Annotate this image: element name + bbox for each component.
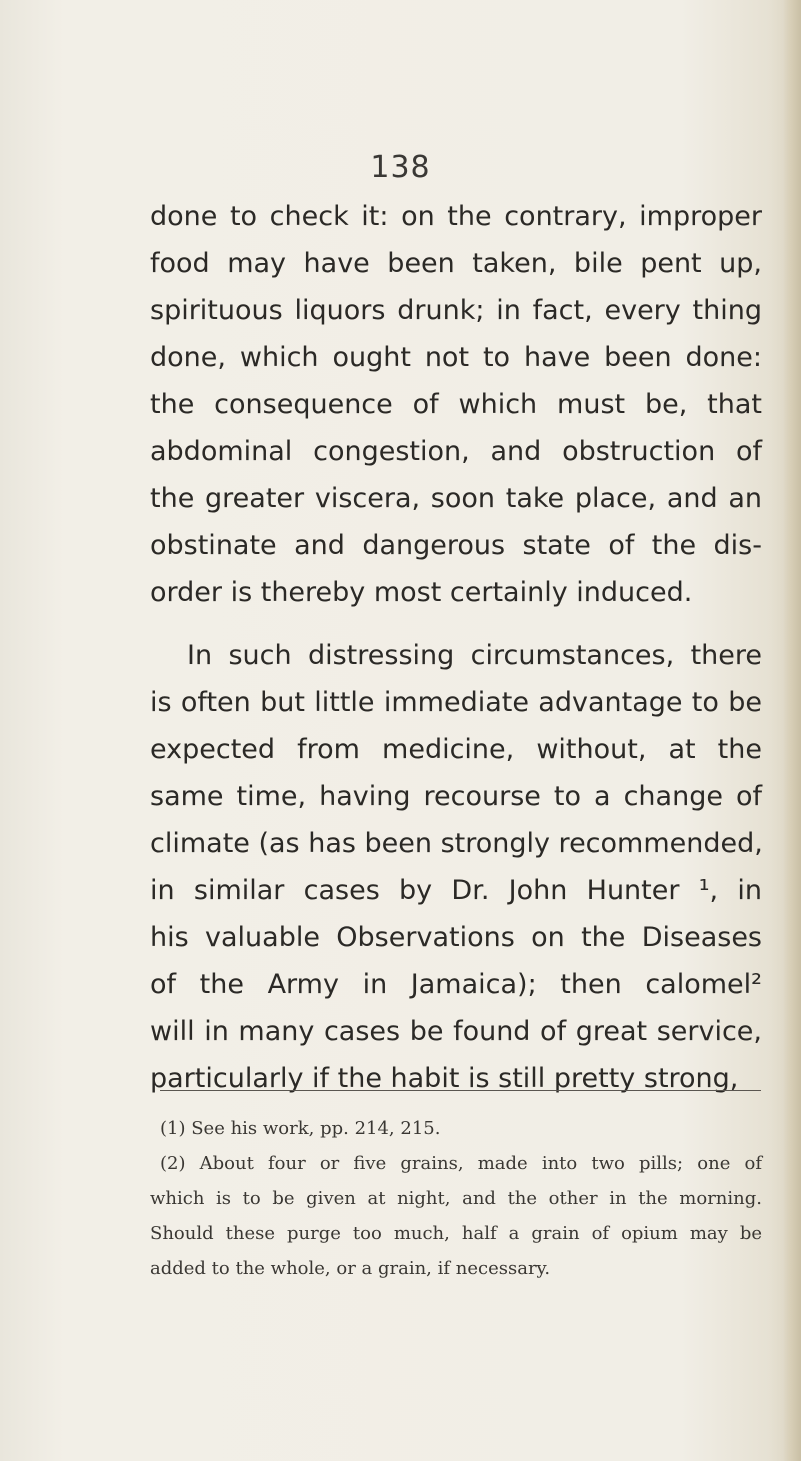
body-text — [150, 193, 762, 1102]
text-line: particularly if the habit is still pretty strong, — [150, 1063, 739, 1094]
text-line: of the Army in Jamaica); then calomel² — [150, 969, 762, 1000]
text-line: will in many cases be found of great service, — [150, 1016, 762, 1047]
text-line: in similar cases by Dr. John Hunter ¹, in — [150, 875, 762, 906]
footnote-line: (1) See his work, pp. 214, 215. — [160, 1118, 441, 1139]
page-number: 138 — [370, 150, 431, 185]
text-line: food may have been taken, bile pent up, — [150, 248, 762, 279]
text-line: In such distressing circumstances, there — [187, 640, 762, 671]
paragraph-1 — [150, 193, 762, 616]
footnote-1 — [150, 1111, 762, 1146]
text-line: done, which ought not to have been done: — [150, 342, 762, 373]
footnote-line: Should these purge too much, half a grain of opium may be — [150, 1223, 762, 1244]
text-line: done to check it: on the contrary, improper — [150, 201, 762, 232]
footnote-2 — [150, 1146, 762, 1286]
footnote-divider — [160, 1090, 761, 1091]
text-line: climate (as has been strongly recommended, — [150, 828, 763, 859]
text-line: his valuable Observations on the Diseases — [150, 922, 762, 953]
text-line: abdominal congestion, and obstruction of — [150, 436, 762, 467]
footnotes — [150, 1111, 762, 1286]
text-line: the greater viscera, soon take place, and an — [150, 483, 762, 514]
footnote-line: added to the whole, or a grain, if necessary. — [150, 1258, 551, 1279]
text-line: obstinate and dangerous state of the dis- — [150, 530, 762, 561]
text-line: the consequence of which must be, that — [150, 389, 762, 420]
text-line: same time, having recourse to a change of — [150, 781, 762, 812]
text-line: is often but little immediate advantage to be — [150, 687, 762, 718]
text-line: expected from medicine, without, at the — [150, 734, 762, 765]
paragraph-2 — [150, 632, 762, 1102]
footnote-line: (2) About four or five grains, made into two pills; one of — [160, 1153, 762, 1174]
page-edge-shadow — [783, 0, 801, 1461]
text-line: spirituous liquors drunk; in fact, every thing — [150, 295, 762, 326]
footnote-line: which is to be given at night, and the other in the morning. — [150, 1188, 762, 1209]
text-line: order is thereby most certainly induced. — [150, 577, 693, 608]
